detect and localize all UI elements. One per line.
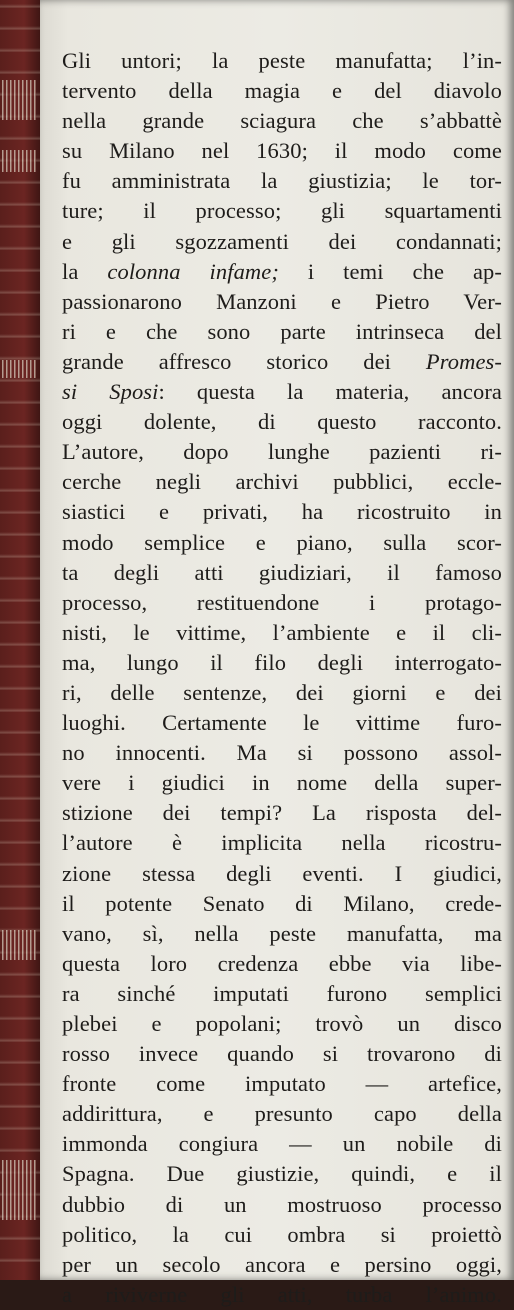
text-line [62,377,502,407]
italic-title: colonna infame; [107,258,279,284]
text-line: no innocenti. Ma si possono assol- [62,740,502,766]
text-line: ta degli atti giudiziari, il famoso [62,559,502,585]
text-line: ra sinché imputati furono semplici [62,980,502,1006]
text-line: siastici e privati, ha ricostruito in [62,499,502,525]
text-segment: la [62,258,108,284]
text-line: stizione dei tempi? La risposta del- [62,800,502,826]
text-line: questa loro credenza ebbe via libe- [62,950,502,976]
text-line: politico, la cui ombra si proiettò [62,1221,502,1247]
text-segment: i temi che ap- [278,258,503,284]
text-line: l’autore è implicita nella ricostru- [62,830,502,856]
text-line: fu amministrata la giustizia; le tor- [62,168,502,194]
text-line: vere i giudici in nome della super- [62,770,502,796]
cover-illustration-fragment [2,360,36,378]
text-line: luoghi. Certamente le vittime furo- [62,710,502,736]
text-line: ri e che sono parte intrinseca del [62,318,502,344]
text-line: oggi dolente, di questo racconto. [62,409,502,435]
text-line: processo, restituendone i protago- [62,589,502,615]
text-line: dubbio di un mostruoso processo [62,1191,502,1217]
italic-title: Promes- [425,348,502,374]
text-line: rosso invece quando si trovarono di [62,1041,502,1067]
text-line: il potente Senato di Milano, crede- [62,890,502,916]
text-line [62,347,502,377]
text-segment: : questa la materia, ancora [158,379,502,405]
text-line: per un secolo ancora e persino oggi, [62,1251,502,1277]
blurb-text [62,46,502,1310]
text-line: e gli sgozzamenti dei condannati; [62,228,502,254]
text-line: passionarono Manzoni e Pietro Ver- [62,288,502,314]
text-line: Gli untori; la peste manufatta; l’in- [62,48,502,73]
cover-edge-strip [0,0,40,1280]
text-line: zione stessa degli eventi. I giudici, [62,860,502,886]
text-line: ture; il processo; gli squartamenti [62,198,502,224]
text-line: nisti, le vittime, l’ambiente e il cli- [62,619,502,645]
text-line: nella grande sciagura che s’abbattè [62,108,502,134]
text-line: L’autore, dopo lunghe pazienti ri- [62,439,502,465]
text-line: modo semplice e piano, sulla scor- [62,529,502,555]
text-line: su Milano nel 1630; il modo come [62,138,502,164]
cover-illustration-fragment [2,80,36,120]
text-line: Spagna. Due giustizie, quindi, e il [62,1161,502,1187]
text-line: immonda congiura — un nobile di [62,1131,502,1157]
text-line: plebei e popolani; trovò un disco [62,1011,502,1036]
text-line: ma, lungo il filo degli interrogato- [62,649,502,675]
text-line: fronte come imputato — artefice, [62,1071,502,1097]
text-line: a riviverne gli atti, turba l’animo. [62,1281,502,1307]
text-line: ri, delle sentenze, dei giorni e dei [62,679,502,705]
text-line [62,257,502,287]
cover-illustration-fragment [2,930,36,960]
text-segment: grande affresco storico dei [62,348,426,374]
cover-illustration-fragment [2,150,36,172]
italic-title: si Sposi [62,379,159,405]
text-line: cerche negli archivi pubblici, eccle- [62,469,502,495]
text-line: tervento della magia e del diavolo [62,78,502,104]
cover-illustration-fragment [2,1160,36,1220]
text-line: vano, sì, nella peste manufatta, ma [62,920,502,946]
text-line: addirittura, e presunto capo della [62,1101,502,1127]
